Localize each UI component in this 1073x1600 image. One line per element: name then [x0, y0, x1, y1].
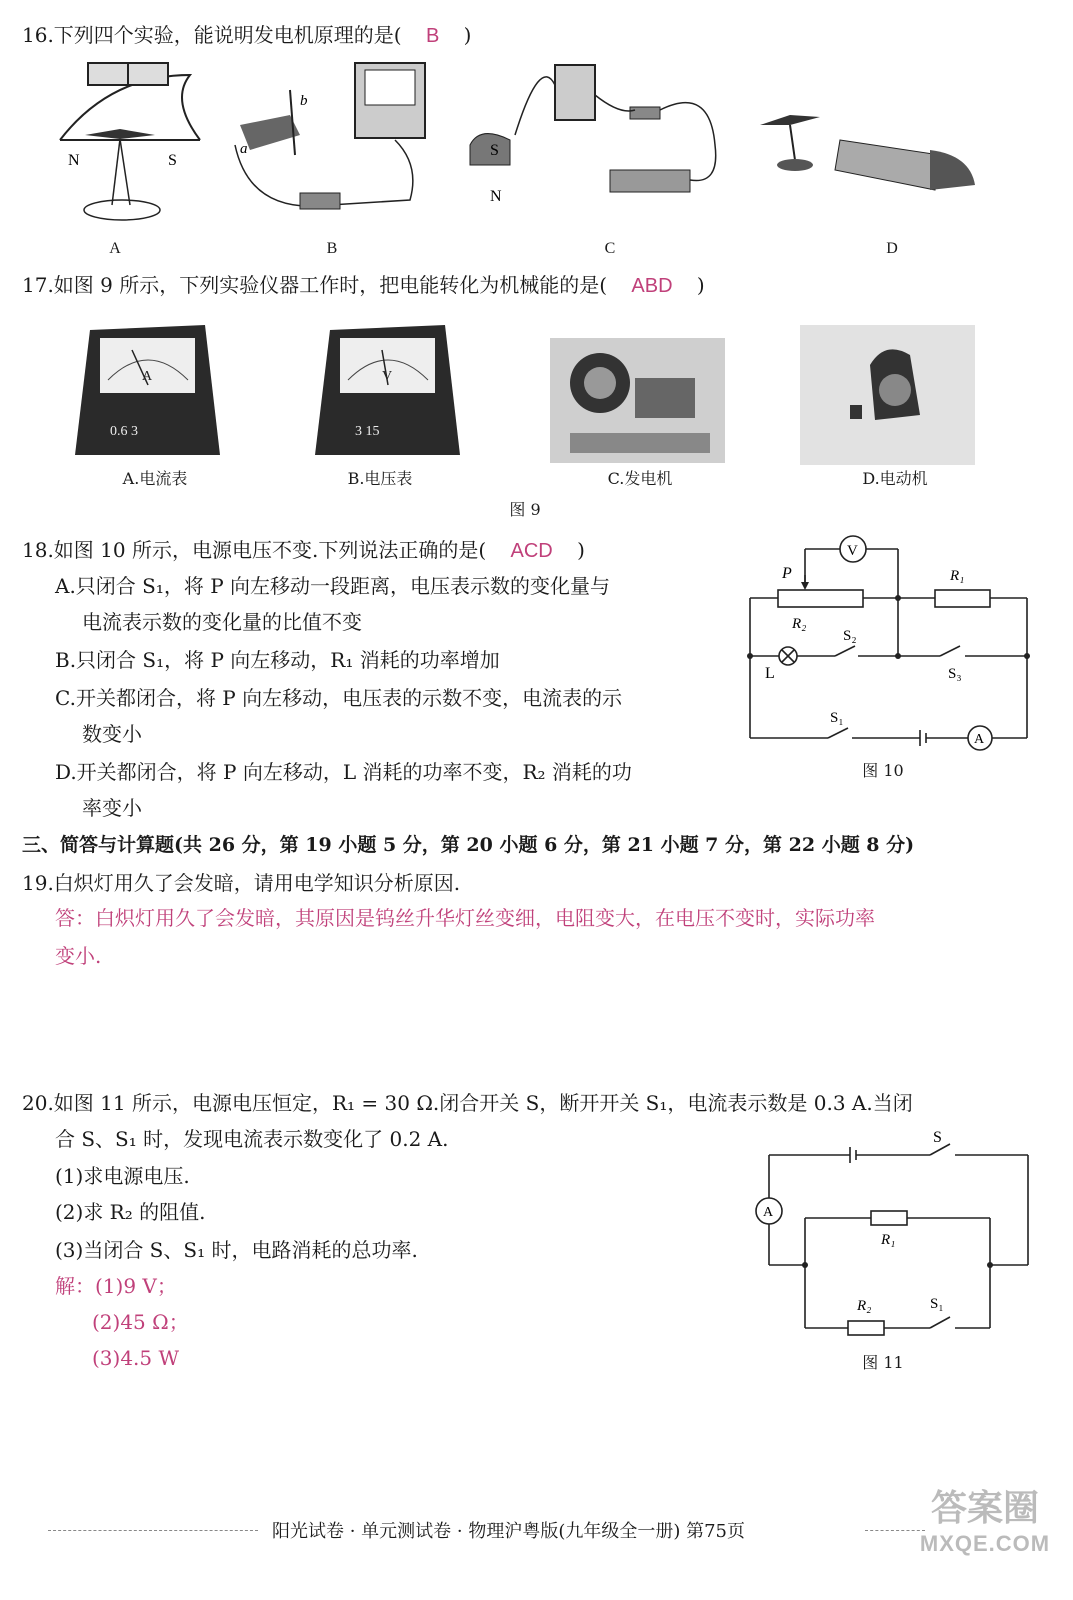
- figure-a-compass: [60, 63, 200, 220]
- fig11-r2-label: R₂: [857, 1298, 872, 1314]
- figure-c-motor-circuit: [470, 65, 716, 205]
- q20-sub2: (2)求 R₂ 的阻值.: [55, 1200, 206, 1224]
- q18-stem-text: 18.如图 10 所示，电源电压不变.下列说法正确的是(: [22, 538, 487, 562]
- q16-stem: [22, 20, 471, 51]
- ammeter-scale: 0.6 3: [110, 424, 138, 439]
- compass-n-label: N: [68, 152, 80, 169]
- q16-stem-text: 16.下列四个实验，能说明发电机原理的是(: [22, 23, 402, 47]
- fig11-r1-label: R₁: [881, 1232, 896, 1248]
- motor-photo: [800, 325, 975, 465]
- ammeter-mark: A: [142, 369, 153, 384]
- voltmeter-mark: V: [382, 369, 393, 384]
- figure-d-compass-magnet: [760, 115, 975, 190]
- q18-option-c-line2: 数变小: [82, 722, 142, 746]
- figure-10-caption: 图 10: [862, 761, 904, 780]
- q16-label-b: B: [326, 240, 338, 257]
- q18-option-a-line1: A.只闭合 S₁，将 P 向左移动一段距离，电压表示数的变化量与: [55, 574, 611, 598]
- figure-b-galvanometer: [235, 63, 425, 209]
- figure-11-circuit: [745, 1120, 1045, 1340]
- q20-sub1: (1)求电源电压.: [55, 1164, 190, 1188]
- q18-close: ): [577, 538, 585, 562]
- page-footer: 阳光试卷 · 单元测试卷 · 物理沪粤版(九年级全一册) 第75页: [272, 1521, 745, 1542]
- q17-caption-d: D.电动机: [862, 469, 928, 488]
- fig11-s1-label: S₁: [930, 1296, 944, 1312]
- figure-9-caption: 图 9: [509, 500, 541, 519]
- figure-10-circuit: [740, 530, 1040, 790]
- q20-line2: 合 S、S₁ 时，发现电流表示数变化了 0.2 A.: [55, 1127, 449, 1151]
- voltmeter-symbol: V: [847, 543, 858, 559]
- q18-option-d-line2: 率变小: [82, 796, 142, 820]
- ammeter-photo: [70, 320, 225, 460]
- section-3-heading: 三、简答与计算题(共 26 分，第 19 小题 5 分，第 20 小题 6 分，第 21 小题 7 分，第 22 小题 8 分): [22, 834, 915, 856]
- q16-figures: [50, 55, 1000, 240]
- q17-caption-c: C.发电机: [607, 469, 673, 488]
- q16-label-d: D: [886, 240, 898, 257]
- q17-caption-a: A.电流表: [122, 469, 188, 488]
- footer-rule-left: [48, 1530, 258, 1531]
- q18-option-d-line1: D.开关都闭合，将 P 向左移动，L 消耗的功率不变，R₂ 消耗的功: [55, 760, 632, 784]
- q17-stem-text: 17.如图 9 所示，下列实验仪器工作时，把电能转化为机械能的是(: [22, 273, 608, 297]
- s3-label: S₃: [948, 666, 962, 682]
- q19-answer-line2: 变小.: [55, 944, 102, 968]
- q20-line1: 20.如图 11 所示，电源电压恒定，R₁ = 30 Ω.闭合开关 S，断开开关 S₁，电流表示数是 0.3 A.当闭: [22, 1091, 913, 1115]
- watermark-title: 答案圈: [930, 1487, 1039, 1528]
- lamp-l-label: L: [765, 665, 775, 682]
- q17-answer: ABD: [631, 275, 673, 297]
- q20-solution-2: (2)45 Ω；: [92, 1310, 189, 1334]
- s1-label: S₁: [830, 710, 844, 726]
- voltmeter-photo: [310, 320, 465, 460]
- s2-label: S₂: [843, 628, 857, 644]
- q18-option-a-line2: 电流表示数的变化量的比值不变: [82, 610, 362, 634]
- magnet-n-label: N: [490, 188, 502, 205]
- q16-answer: B: [425, 25, 440, 47]
- q18-option-b: B.只闭合 S₁，将 P 向左移动，R₁ 消耗的功率增加: [55, 648, 500, 672]
- q20-sub3: (3)当闭合 S、S₁ 时，电路消耗的总功率.: [55, 1238, 418, 1262]
- q16-close: ): [463, 23, 472, 47]
- q17-stem: [22, 270, 705, 301]
- q16-label-c: C: [604, 240, 616, 257]
- r1-label: R₁: [950, 568, 965, 584]
- watermark-url: MXQE.COM: [919, 1531, 1051, 1556]
- q18-answer: ACD: [510, 540, 553, 562]
- r2-label: R₂: [792, 616, 807, 632]
- label-a: a: [240, 141, 248, 157]
- watermark: [905, 1485, 1065, 1557]
- q20-solution-3: (3)4.5 W: [92, 1346, 180, 1370]
- generator-photo: [550, 338, 725, 463]
- magnet-s-label: S: [490, 142, 499, 159]
- fig11-ammeter-symbol: A: [763, 1205, 774, 1220]
- voltmeter-scale: 3 15: [355, 424, 380, 439]
- q16-label-a: A: [109, 240, 121, 257]
- q19-answer-line1: 答：白炽灯用久了会发暗，其原因是钨丝升华灯丝变细，电阻变大，在电压不变时，实际功率: [55, 906, 875, 930]
- label-b: b: [300, 93, 308, 109]
- slider-p-label: P: [782, 565, 792, 582]
- q18-stem: [22, 535, 585, 566]
- compass-s-label: S: [168, 152, 177, 169]
- q19-stem: 19.白炽灯用久了会发暗，请用电学知识分析原因.: [22, 871, 461, 895]
- figure-11-caption: 图 11: [862, 1353, 904, 1372]
- q17-close: ): [696, 273, 705, 297]
- q17-caption-b: B.电压表: [347, 469, 413, 488]
- q18-option-c-line1: C.开关都闭合，将 P 向左移动，电压表的示数不变，电流表的示: [55, 686, 623, 710]
- fig11-s-label: S: [933, 1129, 942, 1146]
- ammeter-symbol: A: [974, 732, 985, 747]
- q20-solution-1: 解：(1)9 V；: [55, 1274, 177, 1298]
